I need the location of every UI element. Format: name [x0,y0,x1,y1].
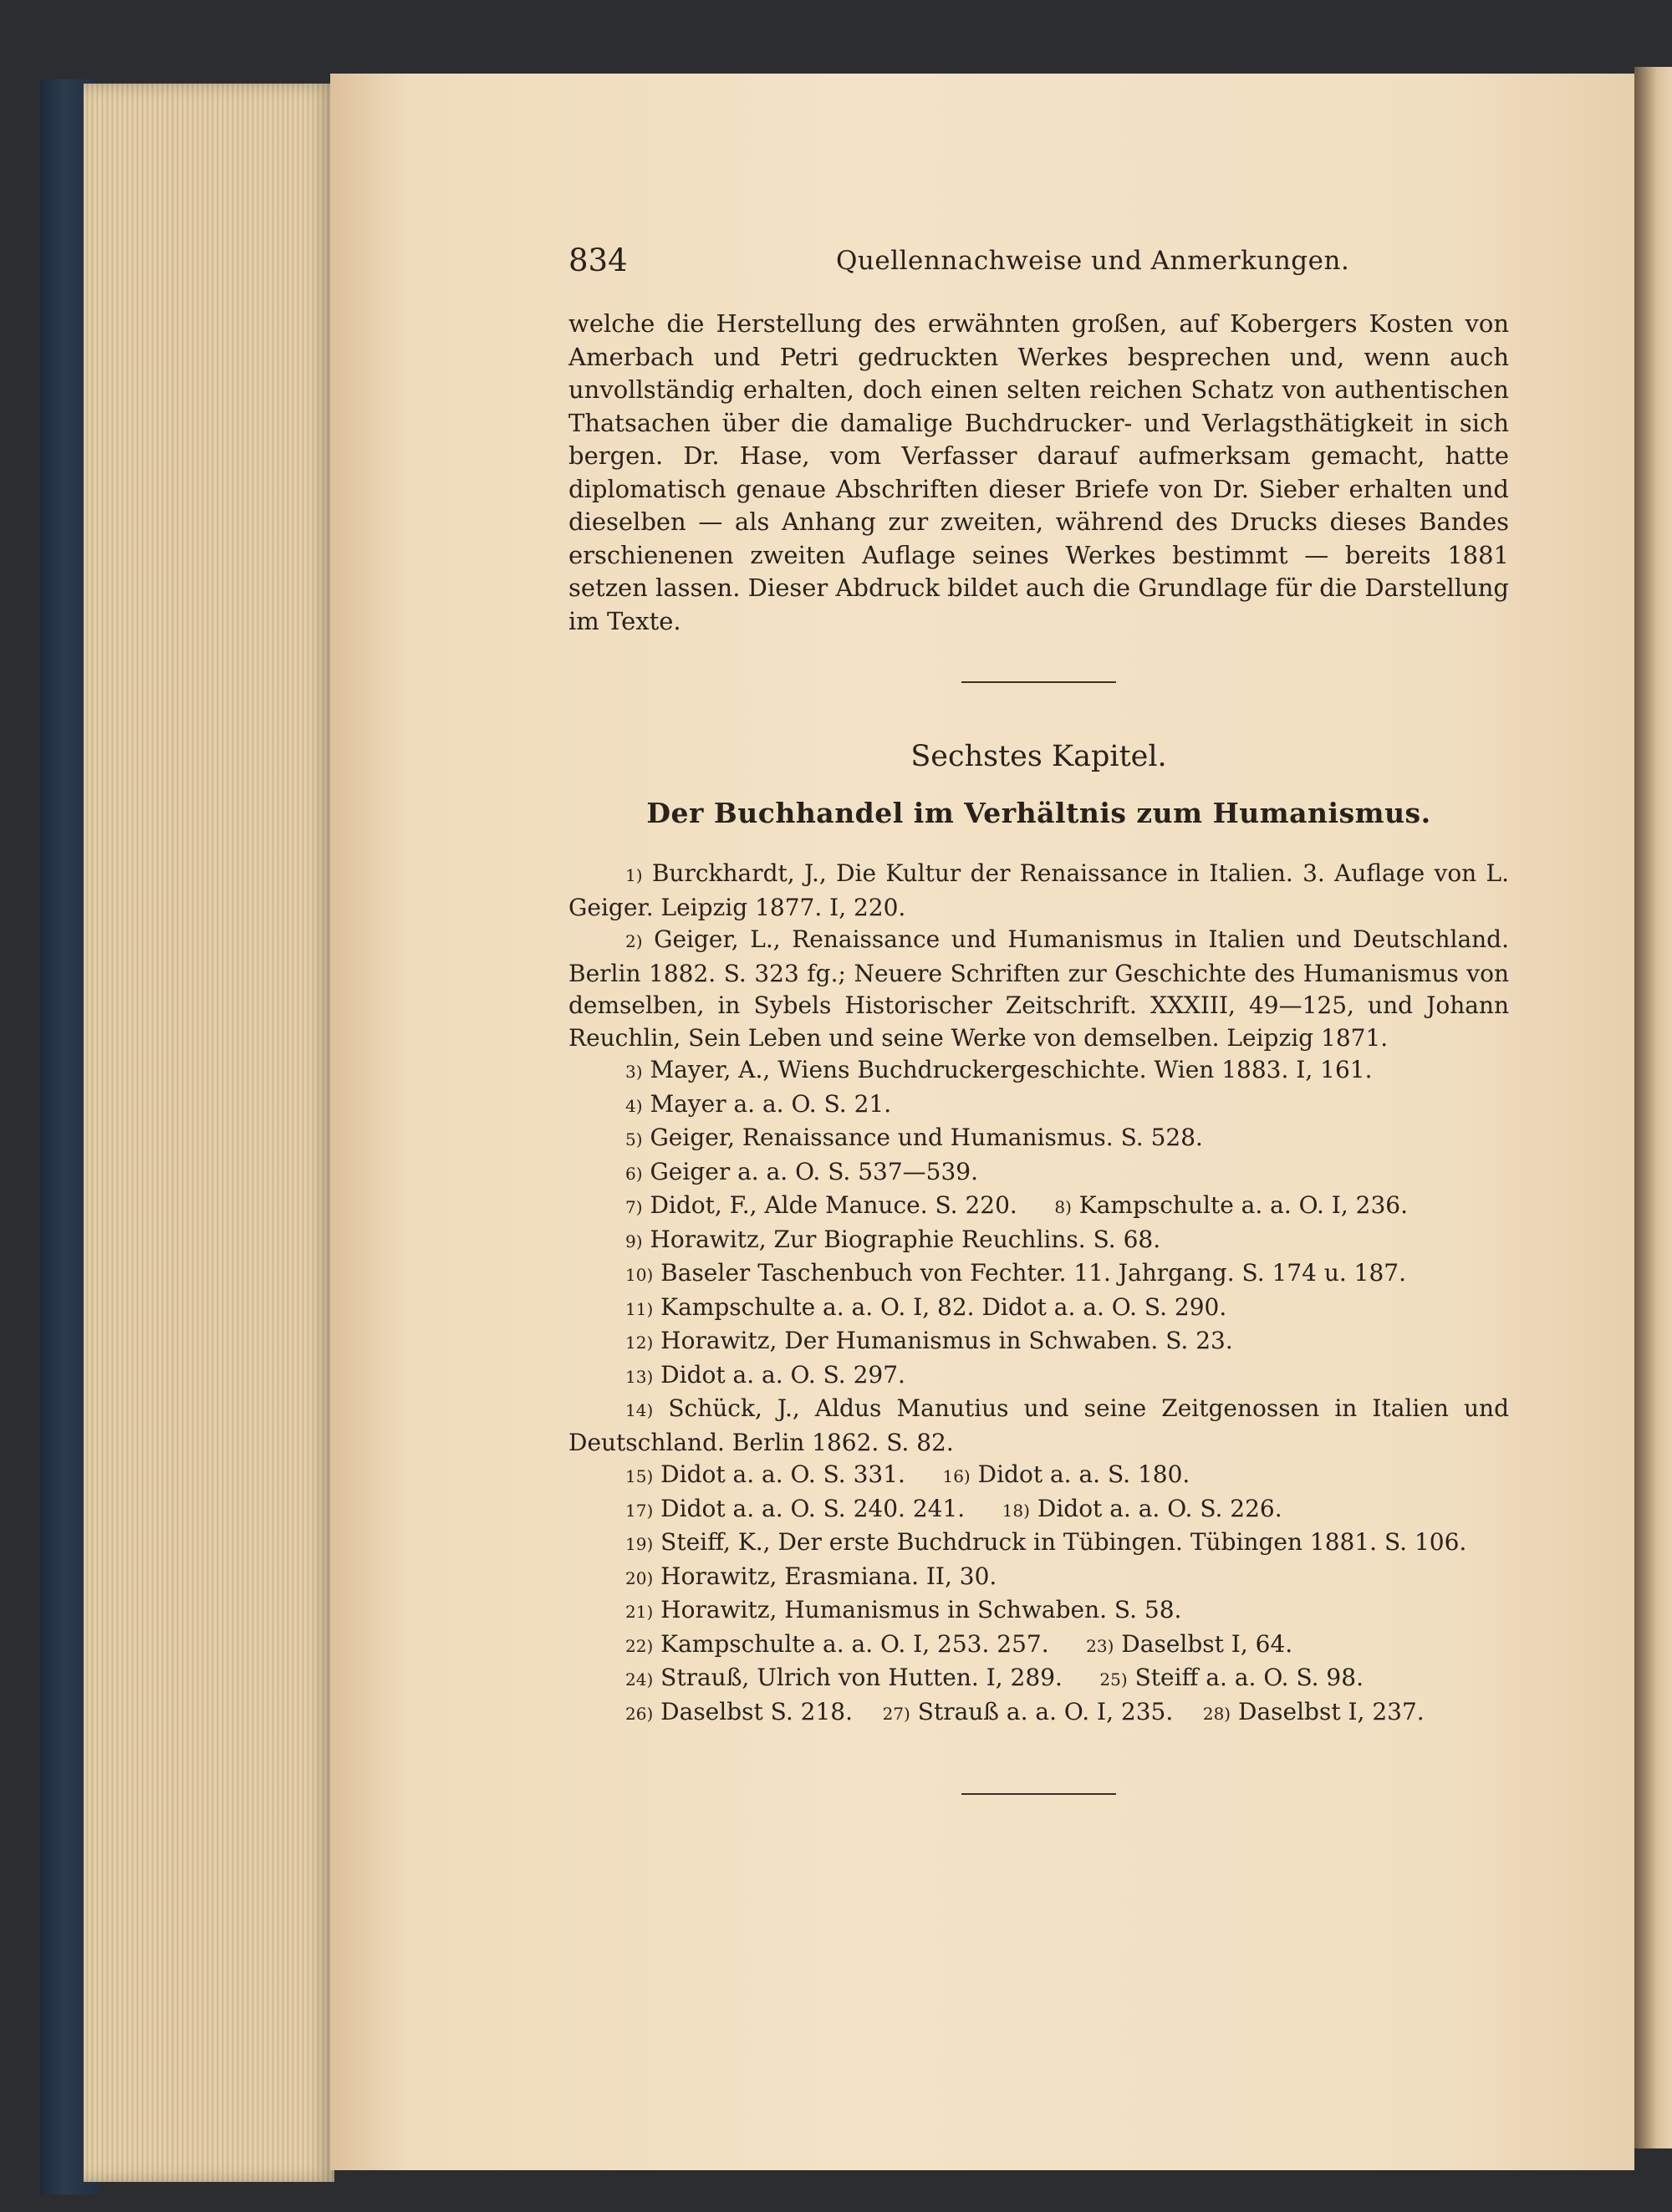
section-divider [961,681,1116,683]
note-item: 21) Horawitz, Humanismus in Schwaben. S. 58. [625,1596,1182,1623]
note-item: 17) Didot a. a. O. S. 240. 241. 18) Didot a. a. O. S. 226. [625,1494,1282,1522]
page-stack-edge [84,84,334,2182]
note-item: 19) Steiff, K., Der erste Buchdruck in Tübingen. Tübingen 1881. S. 106. [625,1528,1467,1556]
note-item: 13) Didot a. a. O. S. 297. [625,1360,905,1389]
note-item: 1) Burckhardt, J., Die Kultur der Renaissance in Italien. 3. Auflage von L. Geiger. Leipzig 1877. I, 220. [568,859,1509,921]
page-header [568,242,1509,293]
note-item: 20) Horawitz, Erasmiana. II, 30. [625,1562,997,1590]
page-content [568,242,1509,1795]
chapter-subtitle: Der Buchhandel im Verhältnis zum Humanismus. [646,797,1431,829]
note-item: 7) Didot, F., Alde Manuce. S. 220. 8) Kampschulte a. a. O. I, 236. [625,1191,1408,1219]
note-item: 2) Geiger, L., Renaissance und Humanismus in Italien und Deutschland. Berlin 1882. S. 323 fg.; Neuere Schriften zur Geschichte des Humanismus von demselben, in Sybels Historischer Zeitschrift. XXXIII, 49—125, und Johann Reuchlin, Sein Leben und seine Werke von demselben. Leipzig 1871. [568,925,1509,1052]
facing-page-edge [1634,67,1672,2148]
intro-paragraph: welche die Herstellung des erwähnten großen, auf Kobergers Kosten von Amerbach und Petri gedruckten Werkes besprechen und, wenn auch unvollständig erhalten, doch einen selten reichen Schatz von authentischen Thatsachen über die damalige Buchdrucker- und Verlagsthätigkeit in sich bergen. Dr. Hase, vom Verfasser darauf aufmerksam gemacht, hatte diplomatisch genaue Abschriften dieser Briefe von Dr. Sieber erhalten und dieselben — als Anhang zur zweiten, während des Drucks dieses Bandes erschienenen zweiten Auflage seines Werkes bestimmt — bereits 1881 setzen lassen. Dieser Abdruck bildet auch die Grundlage für die Darstellung im Texte. [568,309,1509,635]
page-number: 834 [568,242,628,278]
note-item: 9) Horawitz, Zur Biographie Reuchlins. S. 68. [625,1225,1161,1253]
note-item: 24) Strauß, Ulrich von Hutten. I, 289. 25) Steiff a. a. O. S. 98. [625,1664,1364,1691]
note-item: 3) Mayer, A., Wiens Buchdruckergeschichte. Wien 1883. I, 161. [625,1056,1373,1083]
note-item: 11) Kampschulte a. a. O. I, 82. Didot a. a. O. S. 290. [625,1292,1227,1321]
section-divider [961,1793,1116,1795]
note-item: 14) Schück, J., Aldus Manutius und seine Zeitgenossen in Italien und Deutschland. Berlin 1862. S. 82. [568,1394,1509,1456]
note-item: 6) Geiger a. a. O. S. 537—539. [625,1157,978,1185]
chapter-title: Sechstes Kapitel. [910,740,1167,773]
running-head: Quellennachweise und Anmerkungen. [836,246,1350,276]
note-item: 26) Daselbst S. 218. 27) Strauß a. a. O. I, 235. 28) Daselbst I, 237. [625,1697,1425,1725]
note-item: 10) Baseler Taschenbuch von Fechter. 11. Jahrgang. S. 174 u. 187. [625,1259,1407,1287]
note-item: 15) Didot a. a. O. S. 331. 16) Didot a. a. S. 180. [625,1460,1190,1488]
notes-list [568,858,1509,1730]
note-item: 12) Horawitz, Der Humanismus in Schwaben. S. 23. [625,1327,1233,1354]
note-item: 22) Kampschulte a. a. O. I, 253. 257. 23) Daselbst I, 64. [625,1629,1293,1658]
note-item: 5) Geiger, Renaissance und Humanismus. S. 528. [625,1124,1203,1151]
note-item: 4) Mayer a. a. O. S. 21. [625,1089,892,1118]
